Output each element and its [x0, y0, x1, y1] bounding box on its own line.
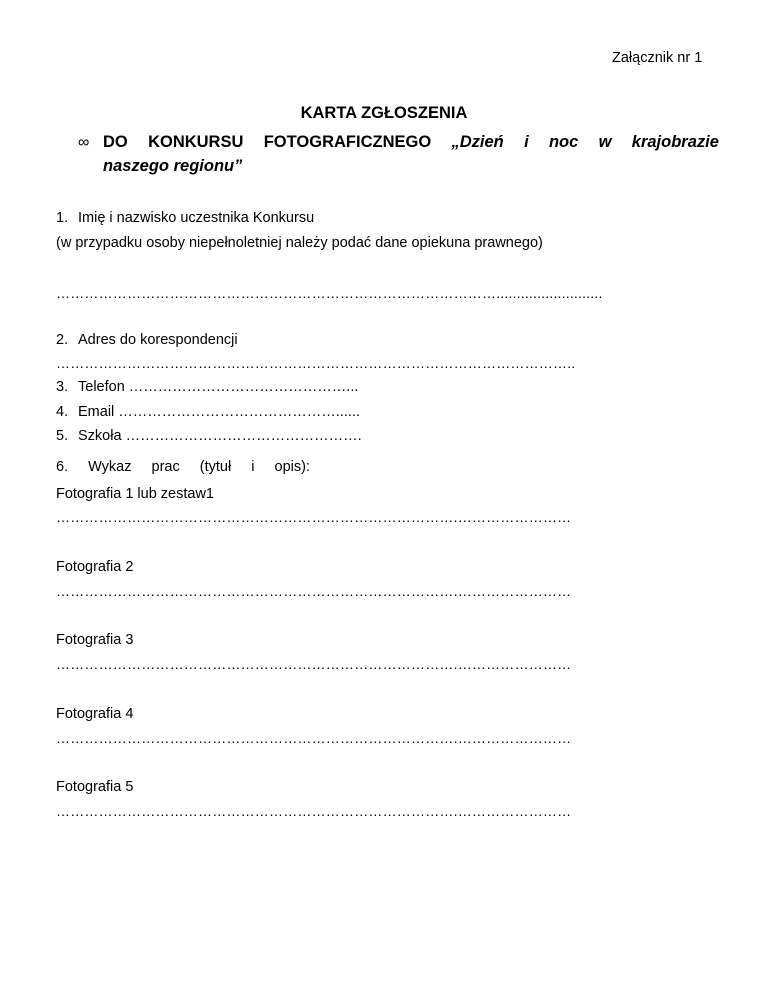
annex-label: Załącznik nr 1	[612, 50, 703, 66]
photo-1-fill-line[interactable]: ………………………………………………………………………….……………………	[56, 509, 572, 525]
photo-2-label: Fotografia 2	[56, 559, 134, 575]
school-fill-line[interactable]: ………………………………………….	[125, 428, 362, 444]
field-number: 3.	[56, 379, 69, 395]
photo-2-fill-line[interactable]: ………………………………………………………………………….……………………	[56, 583, 572, 599]
field-number: 6.	[56, 459, 69, 475]
photo-5-label: Fotografia 5	[56, 779, 134, 795]
name-field-label	[56, 211, 314, 226]
contest-word: krajobrazie	[631, 133, 719, 151]
field-label-text: Telefon	[78, 379, 125, 395]
school-field	[56, 429, 362, 444]
contest-name-line-1	[103, 134, 719, 151]
photo-1-label: Fotografia 1 lub zestaw1	[56, 486, 214, 502]
works-heading-word: opis):	[274, 459, 310, 475]
field-number: 4.	[56, 404, 69, 420]
photo-3-label: Fotografia 3	[56, 632, 134, 648]
field-number: 5.	[56, 428, 69, 444]
contest-word: i	[524, 133, 529, 151]
field-label-text: Email	[78, 404, 115, 420]
field-label-text: Adres do korespondencji	[78, 332, 238, 348]
email-field	[56, 405, 360, 420]
photo-3-fill-line[interactable]: ………………………………………………………………………….……………………	[56, 656, 572, 672]
photo-4-label: Fotografia 4	[56, 706, 134, 722]
works-heading-word: prac	[151, 459, 180, 475]
contest-word: KONKURSU	[148, 133, 244, 151]
works-heading-word: i	[251, 459, 255, 475]
phone-fill-line[interactable]: ………………………………………...	[128, 379, 359, 395]
field-label-text: Szkoła	[78, 428, 122, 444]
field-number: 1.	[56, 210, 69, 226]
works-heading-word: (tytuł	[199, 459, 232, 475]
contest-word: DO	[103, 133, 128, 151]
works-heading-word: Wykaz	[88, 459, 132, 475]
field-number: 2.	[56, 332, 69, 348]
contest-word: noc	[548, 133, 579, 151]
infinity-bullet-icon: ∞	[78, 134, 90, 151]
email-fill-line[interactable]: ………………………………………......	[118, 404, 360, 420]
field-label-text: Imię i nazwisko uczestnika Konkursu	[78, 210, 315, 226]
name-field-note: (w przypadku osoby niepełnoletniej należy podać dane opiekuna prawnego)	[56, 235, 543, 251]
contest-word: „Dzień	[451, 133, 504, 151]
contest-name-line-2: naszego regionu”	[103, 157, 243, 175]
contest-word: w	[598, 133, 612, 151]
name-fill-line[interactable]: …………………………………………………………………………………..........................	[56, 285, 603, 301]
address-fill-line[interactable]: ………………………………………………………………………………………………..	[56, 355, 576, 371]
photo-4-fill-line[interactable]: ………………………………………………………………………….……………………	[56, 730, 572, 746]
phone-field	[56, 380, 358, 395]
form-title: KARTA ZGŁOSZENIA	[300, 104, 468, 122]
works-list-heading	[56, 460, 310, 475]
photo-5-fill-line[interactable]: ………………………………………………………………………….……………………	[56, 803, 572, 819]
address-field-label	[56, 333, 238, 348]
contest-word: FOTOGRAFICZNEGO	[263, 133, 432, 151]
